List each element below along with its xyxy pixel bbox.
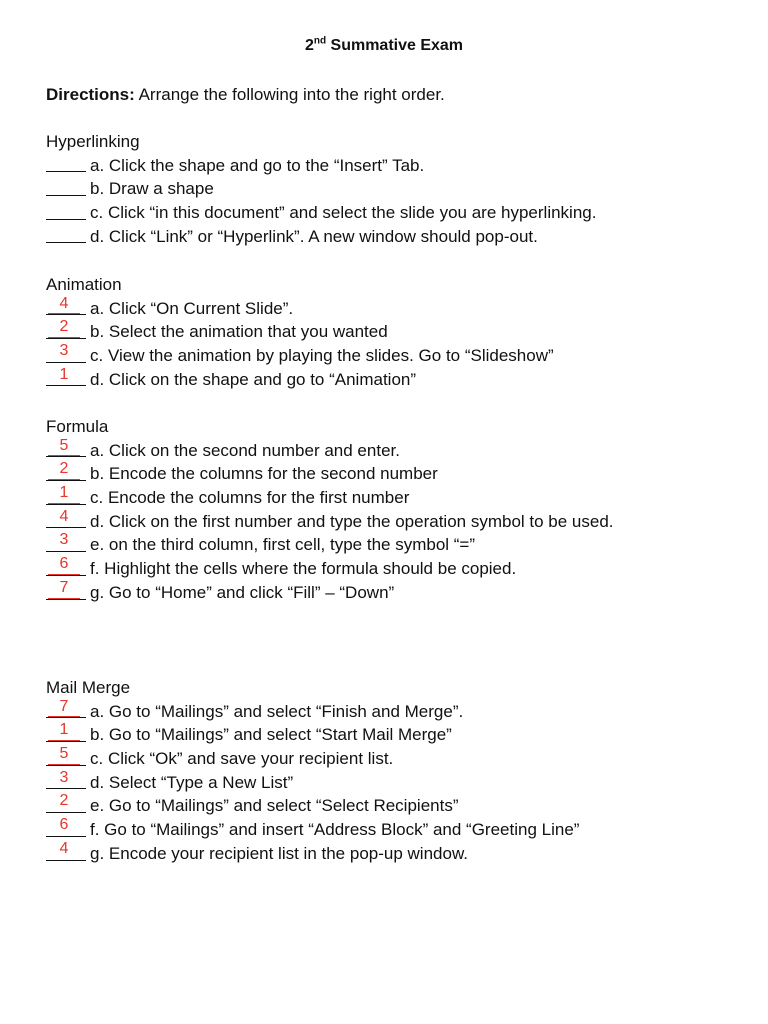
list-item [46,154,746,178]
item-text: d. Click on the shape and go to “Animation” [90,369,417,389]
answer-value: 3 [59,342,69,360]
item-text: e. Go to “Mailings” and select “Select Recipients” [90,796,459,816]
item-text: d. Select “Type a New List” [90,772,294,792]
answer-value: 2 [59,318,69,336]
section-heading: Animation [46,275,122,294]
answer-value: 7 [59,578,69,596]
answer-blank[interactable] [46,365,86,392]
list-item [46,747,746,771]
answer-value: 3 [59,768,69,786]
list-item [46,320,746,344]
page-title [0,36,768,56]
answer-blank[interactable] [46,154,86,178]
item-text: b. Draw a shape [90,179,214,199]
list-item [46,768,746,795]
list-item [46,365,746,392]
answer-value: 2 [59,792,69,810]
list-item [46,839,746,866]
item-text: b. Encode the columns for the second number [90,464,438,484]
answer-value: 5 [59,436,69,454]
list-item [46,578,746,605]
title-ordinal-suffix: nd [313,35,327,47]
item-text: a. Click on the second number and enter. [90,440,400,460]
item-text: d. Click on the first number and type the operation symbol to be used. [90,511,614,531]
list-item [46,697,746,724]
answer-value: 4 [59,294,69,312]
answer-value: 1 [59,721,69,739]
list-item [46,177,746,201]
list-item [46,794,746,818]
item-text: g. Encode your recipient list in the pop-up window. [90,843,469,863]
directions [46,84,445,106]
list-item [46,225,746,249]
section-heading: Hyperlinking [46,132,140,151]
answer-value: 6 [59,555,69,573]
list-item [46,462,746,486]
section-animation [46,273,746,391]
item-text: c. Click “in this document” and select the slide you are hyperlinking. [90,203,597,223]
item-text: a. Click the shape and go to the “Insert” Tab. [90,155,425,175]
answer-value: 6 [59,816,69,834]
list-item [46,294,746,321]
item-text: b. Go to “Mailings” and select “Start Mail Merge” [90,725,452,745]
list-item [46,723,746,747]
answer-blank[interactable] [46,201,86,225]
section-formula [46,415,746,605]
item-text: a. Go to “Mailings” and select “Finish and Merge”. [90,701,464,721]
item-text: e. on the third column, first cell, type the symbol “=” [90,535,476,555]
section-heading: Mail Merge [46,678,131,697]
item-text: b. Select the animation that you wanted [90,322,388,342]
item-text: c. View the animation by playing the slides. Go to “Slideshow” [90,346,554,366]
list-item [46,486,746,510]
item-text: f. Go to “Mailings” and insert “Address Block” and “Greeting Line” [90,820,580,840]
answer-value: 7 [59,697,69,715]
list-item [46,201,746,225]
directions-label: Directions: [46,85,135,104]
answer-value: 4 [59,507,69,525]
list-item [46,507,746,534]
list-item [46,533,746,557]
list-item [46,557,746,581]
list-item [46,436,746,463]
section-mail-merge [46,676,746,866]
item-text: a. Click “On Current Slide”. [90,298,294,318]
answer-blank[interactable] [46,177,86,201]
answer-blank[interactable] [46,578,86,605]
list-item [46,344,746,368]
item-text: f. Highlight the cells where the formula should be copied. [90,559,517,579]
answer-blank[interactable] [46,839,86,866]
title-text: Summative Exam [326,37,464,54]
list-item [46,818,746,842]
title-number: 2 [304,37,314,54]
item-text: g. Go to “Home” and click “Fill” – “Down” [90,582,395,602]
answer-blank[interactable] [46,225,86,249]
answer-value: 1 [59,365,69,383]
answer-value: 4 [59,839,69,857]
item-text: c. Encode the columns for the first number [90,488,410,508]
section-heading: Formula [46,417,109,436]
item-text: d. Click “Link” or “Hyperlink”. A new window should pop-out. [90,226,538,246]
answer-value: 5 [59,745,69,763]
answer-value: 3 [59,531,69,549]
directions-text: Arrange the following into the right order. [134,85,445,104]
section-hyperlinking [46,130,746,248]
answer-value: 2 [59,460,69,478]
answer-value: 1 [59,484,69,502]
item-text: c. Click “Ok” and save your recipient list. [90,749,394,769]
